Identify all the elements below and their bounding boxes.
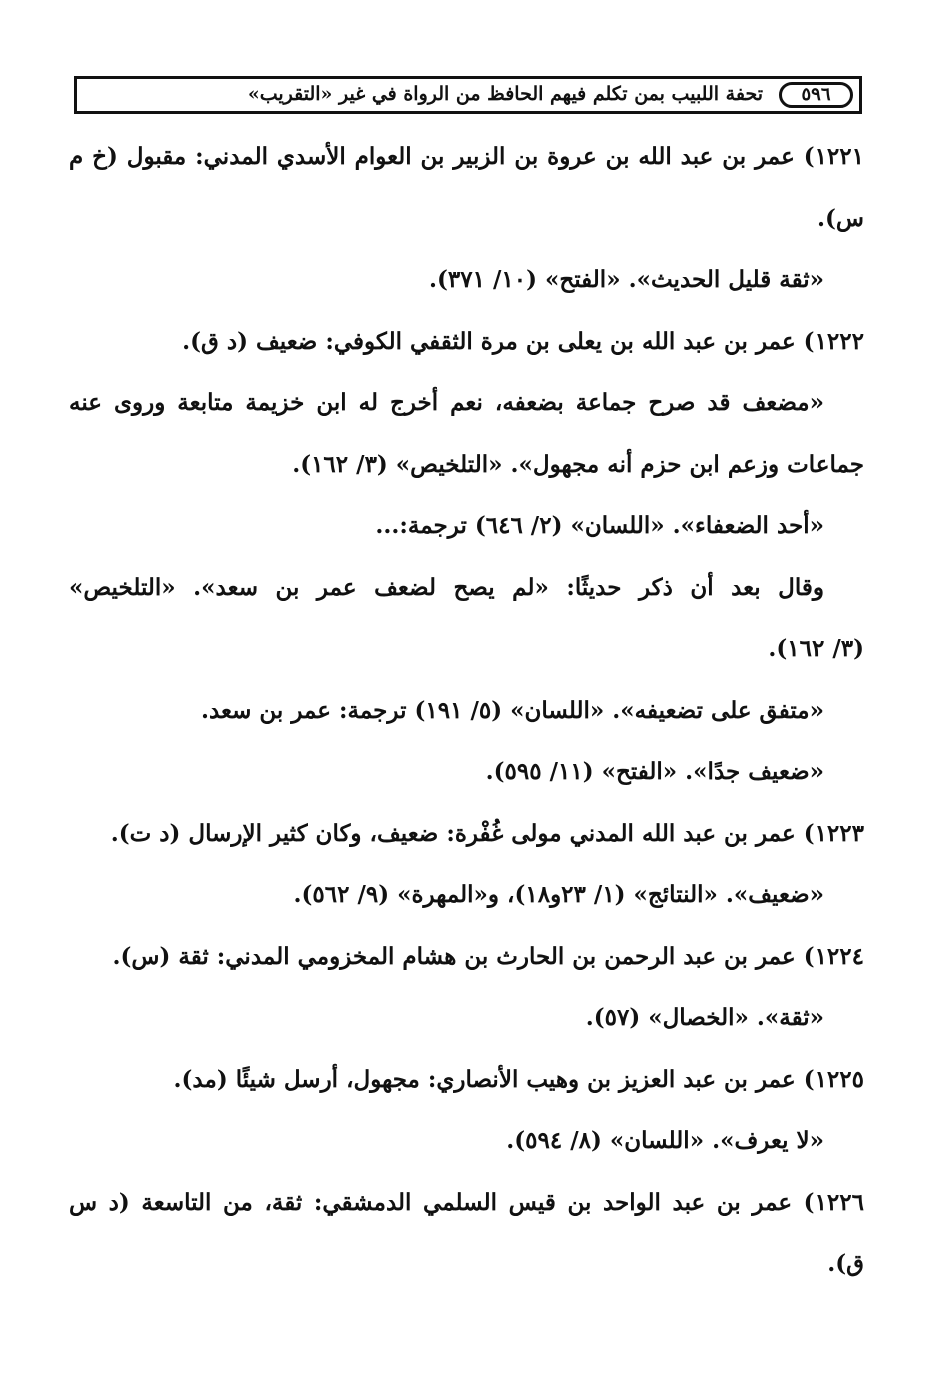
entry-1223-quote: «ضعيف». «النتائج» (١/ ٢٣و١٨)، و«المهرة» (٩/ ٥٦٢). bbox=[293, 881, 824, 908]
entry-1222-quote-2: «أحد الضعفاء». «اللسان» (٢/ ٦٤٦) ترجمة:... bbox=[375, 512, 824, 539]
entry-1222-quote-line-2: جماعات وزعم ابن حزم أنه مجهول». «التلخيص» (٣/ ١٦٢). bbox=[292, 451, 864, 478]
entry-1224-heading: ١٢٢٤) عمر بن عبد الرحمن بن الحارث بن هشام المخزومي المدني: ثقة (س). bbox=[112, 943, 864, 970]
entry-1221-quote: «ثقة قليل الحديث». «الفتح» (١٠/ ٣٧١). bbox=[429, 266, 824, 293]
entry-1225-quote: «لا يعرف». «اللسان» (٨/ ٥٩٤). bbox=[506, 1127, 824, 1154]
entry-1226-line-2: ق). bbox=[827, 1250, 864, 1277]
entry-1221-line-2: س). bbox=[817, 205, 864, 232]
book-title: تحفة اللبيب بمن تكلم فيهم الحافظ من الرواة في غير «التقريب» bbox=[247, 83, 763, 105]
entry-1222-quote-3: «متفق على تضعيفه». «اللسان» (٥/ ١٩١) ترجمة: عمر بن سعد. bbox=[200, 697, 824, 724]
entry-1222-quote-4: «ضعيف جدًا». «الفتح» (١١/ ٥٩٥). bbox=[485, 758, 824, 785]
entry-1222-note-line-2: (٣/ ١٦٢). bbox=[768, 635, 864, 662]
page-number-badge: ٥٩٦ bbox=[779, 82, 853, 108]
entry-1221-line-1: ١٢٢١) عمر بن عبد الله بن عروة بن الزبير بن العوام الأسدي المدني: مقبول (خ م bbox=[69, 143, 864, 170]
entry-1223-heading: ١٢٢٣) عمر بن عبد الله المدني مولى غُفْرة: ضعيف، وكان كثير الإرسال (د ت). bbox=[110, 820, 864, 847]
entry-1224-quote: «ثقة». «الخصال» (٥٧). bbox=[585, 1004, 824, 1031]
entry-1226-line-1: ١٢٢٦) عمر بن عبد الواحد بن قيس السلمي الدمشقي: ثقة، من التاسعة (د س bbox=[69, 1189, 864, 1216]
running-header bbox=[74, 76, 862, 114]
entry-1225-heading: ١٢٢٥) عمر بن عبد العزيز بن وهيب الأنصاري: مجهول، أرسل شيئًا (مد). bbox=[173, 1066, 864, 1093]
entry-1222-note-line-1: وقال بعد أن ذكر حديثًا: «لم يصح لضعف عمر بن سعد». «التلخيص» bbox=[69, 574, 824, 601]
entry-1222-heading: ١٢٢٢) عمر بن عبد الله بن يعلى بن مرة الثقفي الكوفي: ضعيف (د ق). bbox=[182, 328, 864, 355]
entry-1222-quote-line-1: «مضعف قد صرح جماعة بضعفه، نعم أخرج له ابن خزيمة متابعة وروى عنه bbox=[69, 389, 824, 416]
